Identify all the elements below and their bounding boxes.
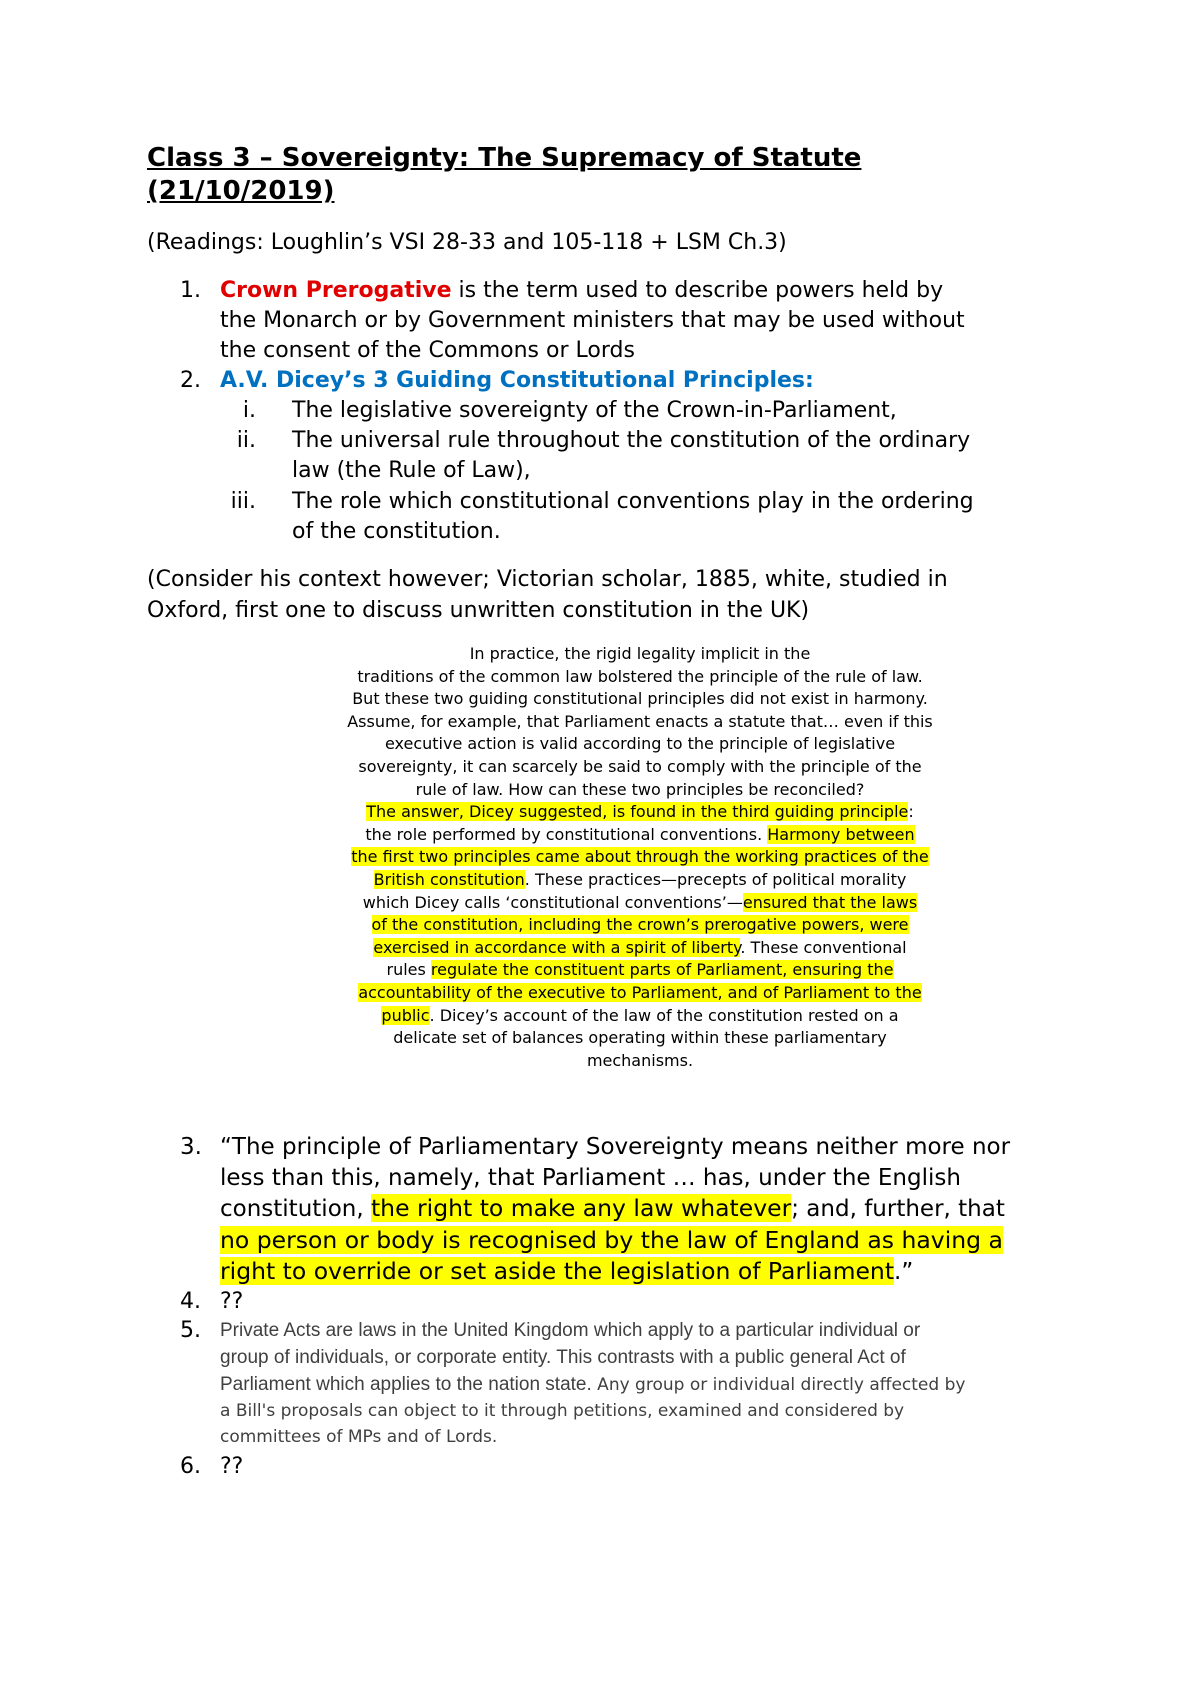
- principle-i: The legislative sovereignty of the Crown-in-Parliament,: [292, 398, 897, 423]
- highlight: public: [381, 1005, 430, 1025]
- list-number-3: 3.: [180, 1134, 202, 1160]
- list-number-6: 6.: [180, 1454, 201, 1479]
- highlight: right to override or set aside the legislation of Parliament: [220, 1257, 895, 1285]
- private-acts-definition: Private Acts are laws in the United Kingdom which apply to a particular individual or group of individuals, or corporate entity. This contrasts with a public general Act of Parliament which applies to the nation state. Any group or individual directly affected by a Bill's proposals can object to it through petitions, examined and considered by committees of MPs and of Lords.: [220, 1320, 966, 1447]
- page-title: [147, 142, 907, 208]
- dicey-sovereignty-quote: “The principle of Parliamentary Sovereignty means neither more nor less than this, namely, that Parliament … has, under the English constitution, the right to make any law whatever; and, further, that no person or body is recognised by the law of England as having a right to override or set aside the legislation of Parliament.”: [220, 1134, 1011, 1285]
- roman-i: i.: [242, 398, 256, 423]
- list-number-5: 5.: [180, 1318, 201, 1343]
- highlight: British constitution: [373, 869, 525, 889]
- list-item-4: ??: [220, 1289, 244, 1314]
- highlight: no person or body is recognised by the law of England as having a: [220, 1225, 1003, 1254]
- context-note: (Consider his context however; Victorian scholar, 1885, white, studied in Oxford, first one to discuss unwritten constitution in the UK): [147, 567, 948, 623]
- highlight: of the constitution, including the crown’s prerogative powers, were: [371, 915, 909, 935]
- list-number-2: 2.: [180, 368, 201, 393]
- list-number-1: 1.: [180, 278, 201, 303]
- highlight: the right to make any law whatever: [370, 1194, 792, 1222]
- roman-ii: ii.: [236, 428, 256, 453]
- principle-ii: The universal rule throughout the constitution of the ordinary law (the Rule of Law),: [292, 428, 971, 483]
- highlight: The answer, Dicey suggested, is found in the third guiding principle: [366, 802, 909, 822]
- loughlin-quote: In practice, the rigid legality implicit in the traditions of the common law bolstered the principle of the rule of law. But these two guiding constitutional principles did not exist in harmony. Assume, for example, that Parliament enacts a statute that… even if this executive action is valid according to the principle of legislative sovereignty, it can scarcely be said to comply with the principle of the rule of law. How can these two principles be reconciled? The answer, Dicey suggested, is found in the third guiding principle: the role performed by constitutional conventions. Harmony between the first two principles came about through the working practices of the British constitution. These practices—precepts of political morality which Dicey calls ‘constitutional conventions’—ensured that the laws of the constitution, including the crown’s prerogative powers, were exercised in accordance with a spirit of liberty. These conventional rules regulate the constituent parts of Parliament, ensuring the accountability of the executive to Parliament, and of Parliament to the public. Dicey’s account of the law of the constitution rested on a delicate set of balances operating within these parliamentary mechanisms.: [347, 644, 933, 1070]
- principle-iii: The role which constitutional conventions play in the ordering of the constitution.: [292, 489, 974, 544]
- roman-iii: iii.: [230, 489, 256, 514]
- highlight: accountability of the executive to Parliament, and of Parliament to the: [358, 982, 922, 1002]
- title-line-1: Class 3 – Sovereignty: The Supremacy of Statute: [147, 143, 862, 173]
- crown-prerogative-term: Crown Prerogative: [220, 278, 452, 303]
- highlight: the first two principles came about through the working practices of the: [351, 847, 929, 867]
- highlight: regulate the constituent parts of Parliament, ensuring the: [430, 960, 894, 980]
- list-number-4: 4.: [180, 1289, 201, 1314]
- highlight: Harmony between: [767, 824, 915, 844]
- list-item-6: ??: [220, 1454, 244, 1479]
- highlight: exercised in accordance with a spirit of liberty: [373, 937, 741, 957]
- list-item-1: Crown Prerogative is the term used to describe powers held by the Monarch or by Government ministers that may be used without the consent of the Commons or Lords: [220, 278, 965, 363]
- dicey-principles-heading: A.V. Dicey’s 3 Guiding Constitutional Principles:: [220, 368, 814, 393]
- highlight: ensured that the laws: [742, 892, 918, 912]
- title-line-2: (21/10/2019): [147, 176, 335, 206]
- readings-note: (Readings: Loughlin’s VSI 28-33 and 105-118 + LSM Ch.3): [147, 230, 787, 255]
